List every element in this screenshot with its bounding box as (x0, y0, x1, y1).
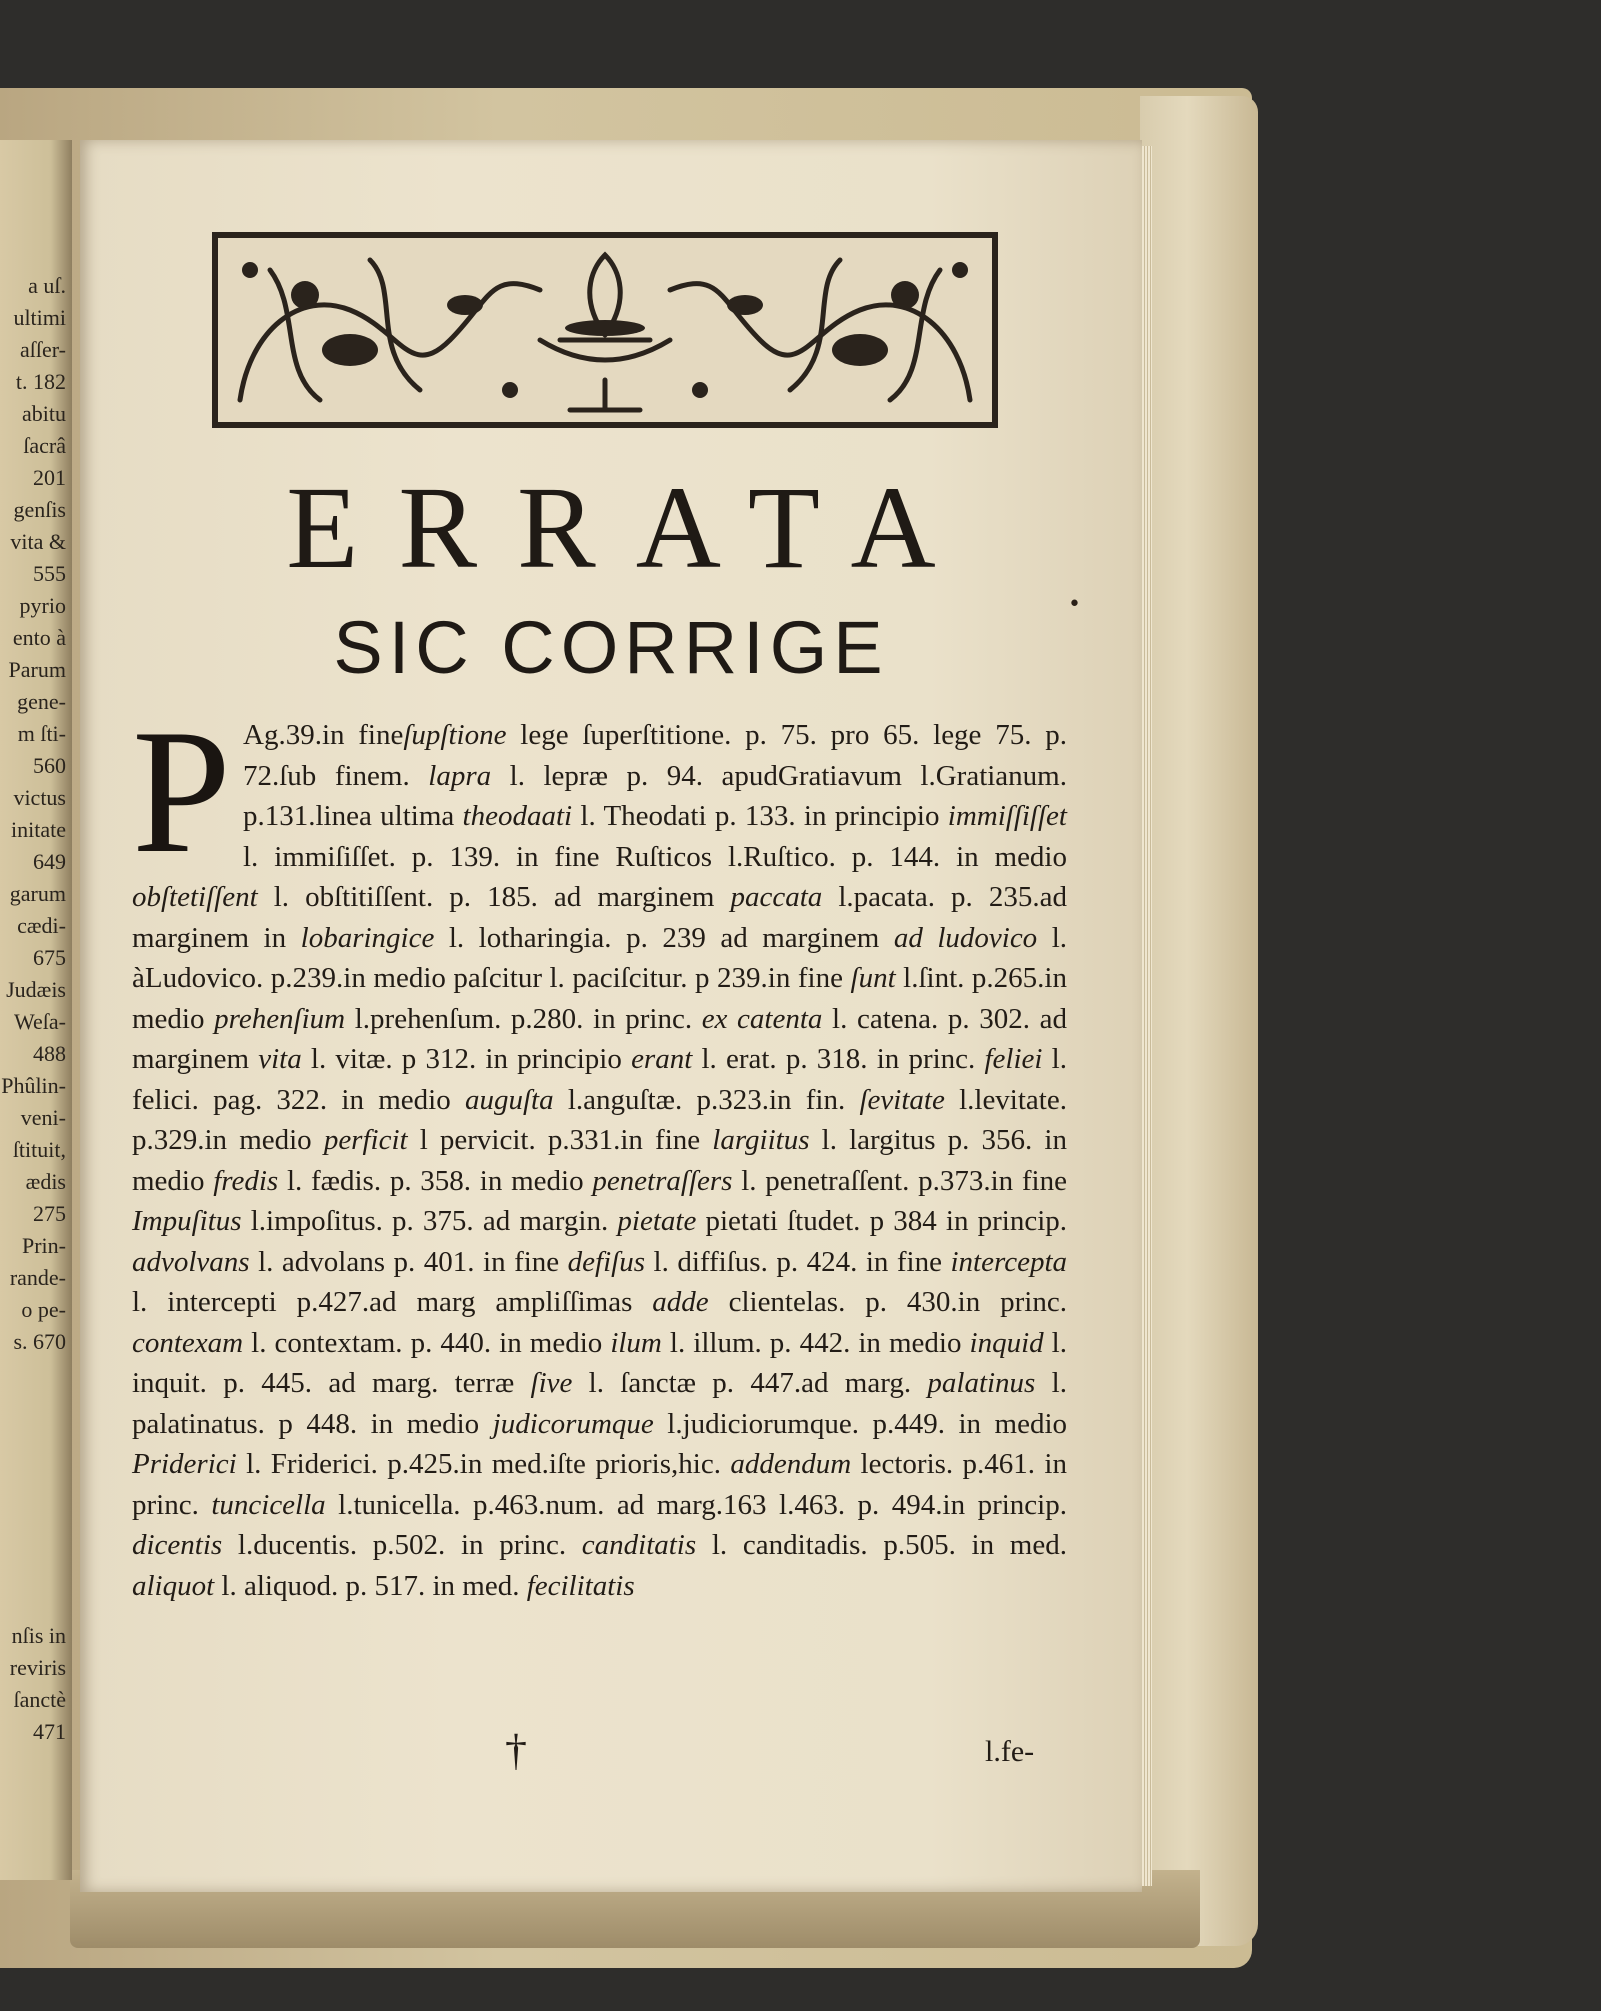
left-page-line: Phûlin- (1, 1073, 66, 1098)
errata-text-run: lege ſuperſtitione. p. 75. pro 65. lege 75. p. 72.ſub finem. (243, 719, 1067, 792)
errata-misprint: ſupſtione (403, 719, 507, 751)
left-page-line: 555 (33, 561, 66, 586)
errata-text-run: l. àLudovico. p.239.in medio paſcitur l. paciſcitur. p 239.in fine (132, 921, 1068, 994)
errata-text-run: l. diffiſus. p. 424. in fine (645, 1245, 951, 1278)
errata-misprint: ſunt (850, 962, 896, 994)
left-page-line: cædi- (17, 913, 66, 938)
left-page-line: Prin- (22, 1233, 66, 1258)
errata-text-run: l. aliquod. p. 517. in med. (214, 1569, 527, 1602)
left-page-line: s. 670 (13, 1329, 66, 1354)
errata-misprint: defiſus (567, 1245, 646, 1278)
left-page-line: genſis (13, 497, 66, 522)
left-page-line: m ſti- (17, 721, 66, 746)
errata-misprint: Impuſitus (132, 1205, 242, 1237)
left-page-line: ſtituit, (12, 1137, 66, 1162)
errata-misprint: erant (631, 1043, 693, 1075)
errata-misprint: lobaringice (300, 921, 435, 954)
errata-body (132, 692, 1068, 1602)
errata-text (132, 692, 1068, 1606)
errata-text-run: l. lotharingia. p. 239 ad marginem (434, 921, 894, 954)
errata-text-run: l. erat. p. 318. in princ. (692, 1043, 985, 1075)
errata-opening: Ag.39.in fine (243, 719, 404, 751)
left-page-text-column (1, 270, 66, 1358)
left-page-line: 471 (33, 1719, 66, 1744)
errata-text-run: l. fædis. p. 358. in medio (278, 1164, 593, 1197)
errata-misprint: largiitus (712, 1124, 810, 1156)
left-page-line: 649 (33, 849, 66, 874)
left-page-line: rande- (9, 1265, 66, 1290)
left-page-line: 488 (33, 1041, 66, 1066)
errata-misprint: palatinus (927, 1367, 1036, 1399)
errata-misprint: inquid (969, 1326, 1044, 1359)
errata-text-run: l. largitus p. 356. in medio (132, 1124, 1067, 1197)
page-footer (80, 1725, 1142, 1785)
errata-text-run: l.judiciorumque. p.449. in medio (653, 1407, 1067, 1440)
errata-text-run: l. lepræ p. 94. apudGratiavum l.Gratianum. p.131.linea ultima (243, 759, 1067, 832)
errata-text-run: l.ducentis. p.502. in princ. (222, 1529, 582, 1561)
errata-misprint: penetraſſers (592, 1164, 733, 1197)
left-page-line: ſanctè (13, 1687, 66, 1712)
errata-text-run: l. immiſiſſet. p. 139. in fine Ruſticos l.Ruſtico. p. 144. in medio (243, 840, 1067, 873)
left-page-line: Weſa- (14, 1009, 66, 1034)
errata-text-run: l. contextam. p. 440. in medio (243, 1326, 611, 1359)
errata-text-run: l. Friderici. p.425.in med.iſte prioris,hic. (236, 1448, 731, 1480)
errata-misprint: judicorumque (492, 1407, 654, 1440)
errata-misprint: ilum (610, 1326, 662, 1359)
errata-misprint: dicentis (132, 1529, 223, 1561)
errata-misprint: ad ludovico (893, 921, 1038, 954)
left-facing-page (0, 140, 72, 1880)
errata-text-run: l. intercepti p.427.ad marg ampliſſimas (132, 1286, 653, 1318)
page-title: ERRATA (286, 462, 976, 593)
errata-text-run: l. catena. p. 302. ad marginem (132, 1002, 1067, 1075)
left-page-line: ultimi (13, 305, 66, 330)
left-page-line: pyrio (19, 593, 66, 618)
errata-text-run: lectoris. p.461. in princ. (132, 1448, 1067, 1521)
errata-misprint: feliei (984, 1043, 1043, 1075)
errata-text-run: l. inquit. p. 445. ad marg. terræ (132, 1326, 1067, 1399)
left-page-line: o pe- (21, 1297, 66, 1322)
errata-text-run: l. vitæ. p 312. in principio (301, 1043, 632, 1075)
errata-text-run: l pervicit. p.331.in fine (407, 1124, 713, 1156)
errata-text-run: l. obſtitiſſent. p. 185. ad marginem (257, 881, 731, 913)
errata-text-run: l.impoſitus. p. 375. ad margin. (241, 1205, 618, 1237)
left-page-line: abitu (22, 401, 66, 426)
left-page-line: nſis in (11, 1623, 66, 1648)
errata-misprint: prehenſium (214, 1002, 346, 1035)
left-page-line: reviris (9, 1655, 66, 1680)
errata-misprint: pietate (617, 1205, 697, 1237)
left-page-line: Parum (8, 657, 66, 682)
errata-misprint: vita (258, 1043, 302, 1075)
errata-text-run: l. palatinatus. p 448. in medio (132, 1367, 1067, 1440)
errata-text-run: l.anguſtæ. p.323.in fin. (553, 1083, 860, 1116)
errata-misprint: intercepta (950, 1245, 1067, 1278)
errata-misprint: ex catenta (701, 1002, 823, 1035)
drop-cap-initial: P (132, 692, 231, 890)
errata-text-run: pietati ſtudet. p 384 in princip. (696, 1205, 1068, 1237)
errata-text-run: l. ſanctæ p. 447.ad marg. (572, 1367, 928, 1399)
signature-mark: † (505, 1726, 527, 1775)
decorative-headpiece-ornament (210, 230, 1000, 430)
errata-misprint: obſtetiſſent (132, 881, 258, 913)
errata-text-run: l.ſint. p.265.in medio (132, 962, 1067, 1035)
errata-misprint: Priderici (132, 1448, 237, 1480)
errata-text-run: l. illum. p. 442. in medio (661, 1326, 970, 1359)
left-page-line: garum (9, 881, 66, 906)
errata-misprint: auguſta (464, 1083, 554, 1116)
errata-text-run: l.pacata. p. 235.ad marginem in (132, 881, 1067, 954)
left-page-line: veni- (20, 1105, 66, 1130)
left-page-line: ædis (25, 1169, 66, 1194)
errata-text-run: l.tunicella. p.463.num. ad marg.163 l.463. p. 494.in princip. (325, 1488, 1067, 1521)
errata-misprint: aliquot (132, 1569, 215, 1602)
errata-misprint: addendum (730, 1448, 852, 1480)
errata-text-run: l. canditadis. p.505. in med. (696, 1529, 1067, 1561)
errata-misprint: fredis (213, 1164, 279, 1197)
left-page-line: ſacrâ (23, 433, 66, 458)
errata-text-run: l. Theodati p. 133. in principio (572, 800, 948, 832)
left-page-line: gene- (17, 689, 66, 714)
errata-misprint: paccata (730, 881, 823, 913)
errata-misprint: canditatis (581, 1529, 697, 1561)
errata-misprint: ſevitate (859, 1083, 945, 1116)
errata-misprint: lapra (428, 759, 492, 792)
left-page-line: 275 (33, 1201, 66, 1226)
left-page-line: vita & (10, 529, 66, 554)
errata-misprint: fecilitatis (526, 1569, 635, 1602)
left-page-line: 560 (33, 753, 66, 778)
left-page-line: 201 (33, 465, 66, 490)
errata-misprint: immiſſiſſet (947, 800, 1067, 832)
errata-misprint: advolvans (132, 1245, 250, 1278)
errata-misprint: perficit (323, 1124, 408, 1156)
catchword: l.fe- (985, 1735, 1035, 1768)
errata-text-run: l. felici. pag. 322. in medio (132, 1043, 1067, 1116)
errata-text-run: l.levitate. p.329.in medio (132, 1083, 1067, 1156)
book-cover-edge (1140, 96, 1258, 1946)
errata-page (80, 140, 1142, 1892)
errata-text-run: l. penetraſſent. p.373.in fine (732, 1164, 1067, 1197)
errata-text-run: l.prehenſum. p.280. in princ. (345, 1002, 702, 1035)
errata-misprint: theodaati (462, 800, 573, 832)
errata-text-run: l. advolans p. 401. in fine (249, 1245, 568, 1278)
left-page-line: a uſ. (28, 273, 66, 298)
ink-dot-mark: • (1068, 592, 1081, 617)
left-page-line: initate (11, 817, 66, 842)
page-subtitle: SIC CORRIGE (333, 606, 889, 689)
page-edge-stack (1142, 146, 1152, 1886)
errata-misprint: tuncicella (211, 1488, 326, 1521)
left-page-line: victus (13, 785, 66, 810)
errata-misprint: ſive (530, 1367, 573, 1399)
left-page-line: t. 182 (15, 369, 66, 394)
left-page-line: 675 (33, 945, 66, 970)
errata-misprint: adde (652, 1286, 709, 1318)
errata-misprint: contexam (132, 1326, 244, 1359)
errata-text-run: clientelas. p. 430.in princ. (708, 1286, 1067, 1318)
left-page-line: Judæis (6, 977, 66, 1002)
left-page-line: aſſer- (20, 337, 66, 362)
left-page-lower-text (10, 1620, 66, 1748)
left-page-line: ento à (12, 625, 66, 650)
